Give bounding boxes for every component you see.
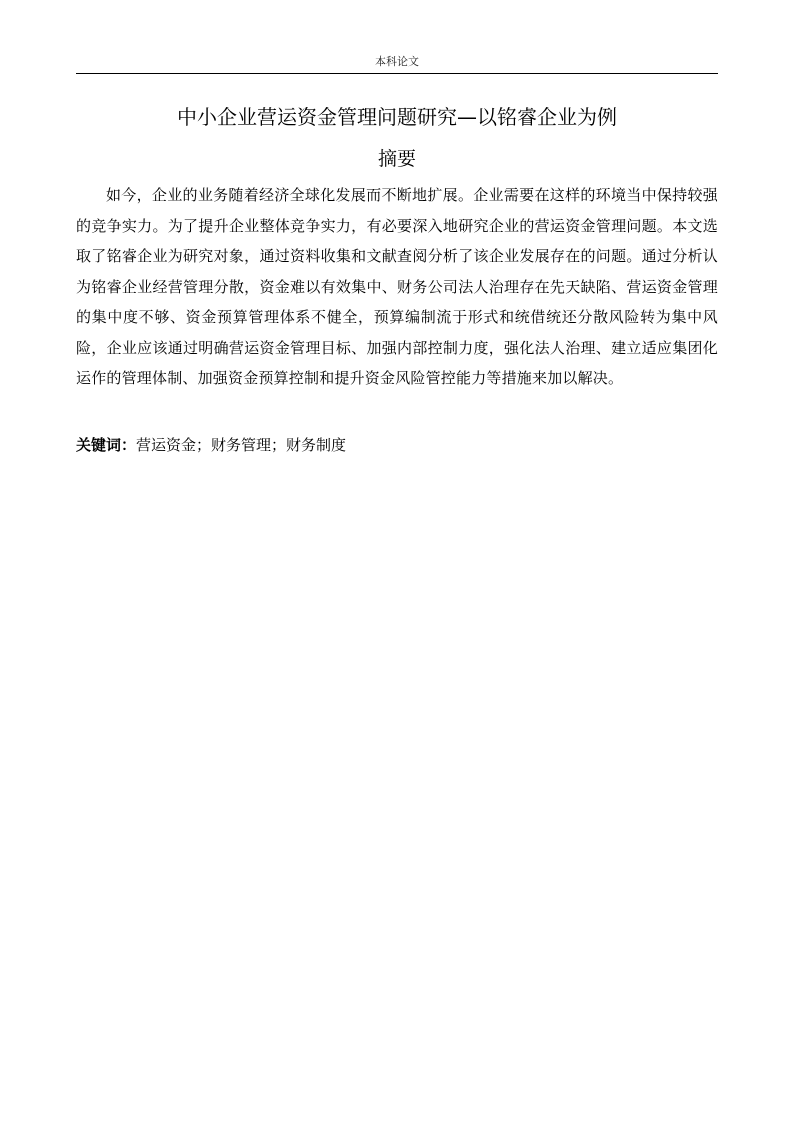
keywords-line xyxy=(76,432,718,458)
abstract-heading: 摘要 xyxy=(377,148,416,170)
abstract-paragraph: 如今，企业的业务随着经济全球化发展而不断地扩展。企业需要在这样的环境当中保持较强的竞争实力。为了提升企业整体竞争实力，有必要深入地研究企业的营运资金管理问题。本文选取了铭睿企业为研究对象，通过资料收集和文献查阅分析了该企业发展存在的问题。通过分析认为铭睿企业经营管理分散，资金难以有效集中、财务公司法人治理存在先天缺陷、营运资金管理的集中度不够、资金预算管理体系不健全，预算编制流于形式和统借统还分散风险转为集中风险，企业应该通过明确营运资金管理目标、加强内部控制力度，强化法人治理、建立适应集团化运作的管理体制、加强资金预算控制和提升资金风险管控能力等措施来加以解决。 xyxy=(76,186,718,387)
header-divider xyxy=(76,73,718,74)
keywords-text: 营运资金；财务管理；财务制度 xyxy=(136,436,347,454)
keywords-label: 关键词： xyxy=(76,436,137,454)
paper-title: 中小企业营运资金管理问题研究—以铭睿企业为例 xyxy=(177,105,617,129)
running-header: 本科论文 xyxy=(375,55,419,68)
